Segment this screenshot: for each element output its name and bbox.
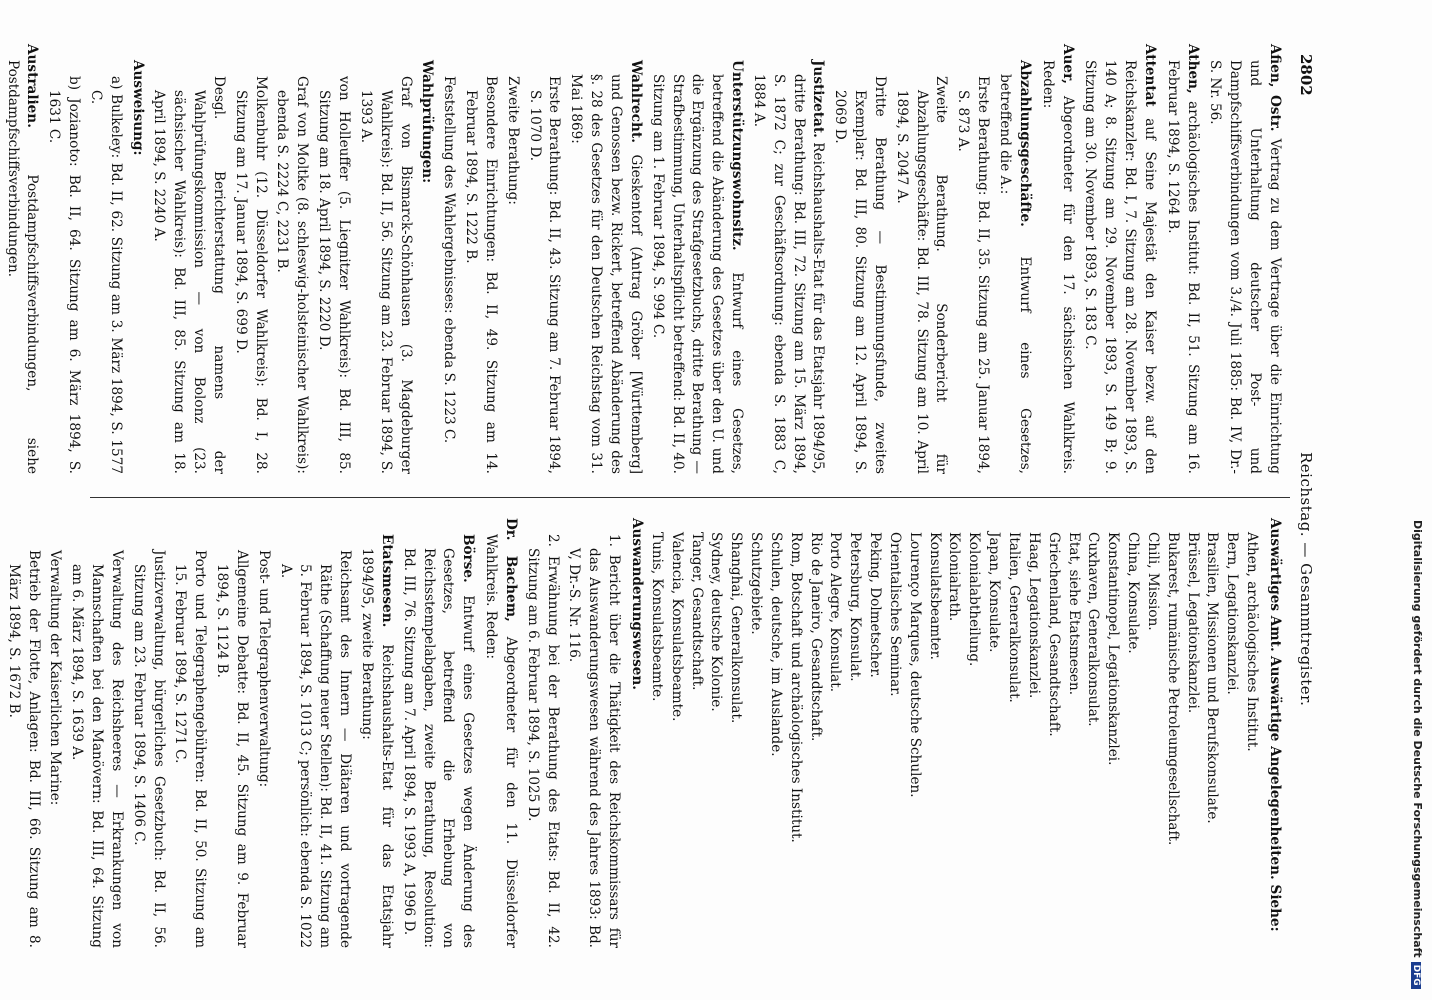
entry-text: Postdampfschiffsverbindungen, siehe Postdampfschiffsverbindungen. [4,60,41,475]
entry-text: Abgeordneter für den 11. Düsseldorfer Wahlkreis. Reden: [483,534,519,948]
entry-keyword: Auswanderungswesen. [629,518,645,690]
sub-sub-entry [0,518,1,948]
see-also-item: Chili, Mission. [1144,532,1161,631]
sub-sub-entry: Besondere Einrichtungen: Bd. II, 49. Sitzung am 14. Februar 1894, S. 1222 B. [463,76,499,474]
sub-heading: Etatsmesen. [378,534,395,628]
see-also-item: Schutzgebiete. [748,532,765,635]
see-also-item: Valencia, Konsulatsbeamte. [668,532,685,722]
see-also-item: Rom, Botschaft und archäologisches Institut. [787,532,804,843]
entry-keyword: Australien. [24,44,41,128]
sub-text: Reichshaushalts-Etat für das Etatsjahr 1894/95, zweite Berathung: [359,548,395,948]
sub-entry: 1. Bericht über die Thätigkeit des Reichskommissars für das Auswanderungswesen während des Jahres 1893: Bd. V, Dr.-S. Nr. 116. [566,534,623,948]
see-also-item: Peking, Dolmetscher. [867,532,884,678]
sub-sub-entry: Porto und Telegraphengebühren: Bd. II, 50. Sitzung am 15. Februar 1894, S. 1271 C. [172,550,209,948]
see-also-item: Petersburg, Konsulat. [847,532,864,682]
sub-sub-entry: a) Bulkeley: Bd. II, 62. Sitzung am 3. März 1894, S. 1577 C. [87,76,124,474]
sub-entry [647,44,746,474]
entry-keyword: Dr. Bachem, [502,518,519,622]
sub-entry [398,518,477,948]
sub-sub-entry: von Holleuffer (5. Liegnitzer Wahlkreis): Bd. III, 85. Sitzung am 18. April 1894, S. 2220 D. [316,76,353,474]
see-also-item: Kolonialrath. [946,532,963,622]
sub-heading: Justizetat. [810,60,827,138]
see-also-item: Shanghai, Generalkonsulat. [728,532,745,724]
sub-text: Entwurf eines Gesetzes, betreffend die A.: [997,74,1033,475]
running-header [1292,32,1318,982]
register-entry [1162,44,1202,474]
digitization-footer [1406,520,1424,990]
see-also-item: Bern, Legationskanzlei. [1224,532,1241,695]
entry-text: Vertrag zu dem Vertrage über die Einrichtung und Unterhaltung deutscher Post- und Dampfschiffsverbindungen vom 3./4. Juli 1885: Bd. IV, Dr.-S. Nr. 56. [1207,60,1283,475]
running-head-title: Reichstag. — Gesammtregister. [1297,452,1315,707]
sub-sub-entry: b) Jozianoto: Bd. II, 64. Sitzung am 6. März 1894, S. 1631 C. [46,76,83,474]
sub-heading: Börse. [460,534,477,583]
entry-text: archäologisches Institut: Bd. II, 51. Sitzung am 16. Februar 1894, S. 1264 B. [1164,60,1201,474]
see-also-item: Rio de Janeiro, Gesandtschaft. [807,532,824,742]
section-heading: Wahlprüfungen: [419,60,436,184]
entry-keyword: Afien, Ostr. [1267,44,1283,132]
sub-sub-entry: Erste Berathung: Bd. II, 35. Sitzung am 25. Januar 1894, S. 873 A. [955,76,992,474]
sub-sub-entry: Justizverwaltung, bürgerliches Gesetzbuch: Bd. II, 56. Sitzung am 23. Februar 1894, S. 1406 C. [130,550,167,948]
sub-heading: Abzahlungsgeschäfte. [1016,60,1033,227]
column-divider [90,497,1290,498]
see-also-item: Brasilien, Missionen und Berufskonsulate. [1204,532,1221,824]
see-also-item: Japan, Konsulate. [986,532,1003,653]
footer-credit: Digitalisierung gefördert durch die Deutsche Forschungsgemeinschaft [1411,520,1424,958]
see-also-item: Athen, archäologisches Institut. [1244,532,1261,752]
see-also-item: Schulen, deutsche, im Auslande. [767,532,784,757]
see-also-item: Konsulatsbeamter. [926,532,943,660]
entry-text: Abgeordneter für den 17. sächsischen Wahlkreis. Reden: [1039,60,1076,474]
register-entry [1205,44,1284,474]
register-entry [1080,44,1159,474]
register-entry [2,44,42,474]
sub-sub-entry: Dritte Berathung — Bestimmungsfunde, zweites Exemplar: Bd. III, 80. Sitzung am 12. April 1894, S. 2069 D. [832,76,888,474]
sub-sub-entry: Feststellung des Wahlergebnisses: ebenda S. 1223 C. [441,76,458,444]
sub-entry: 2. Erwähnung bei der Berathung des Etats: Bd. II, 42. Sitzung am 6. Februar 1894, S. 1025 D. [524,534,561,948]
sub-text: Gieskentorf (Antrag Gröber [Württemberg] und Genossen bezw. Rickert, betreffend Abänderung des §. 28 des Gesetzes für den Deutschen Reichstag vom 31. Mai 1869: [568,74,644,474]
see-also-item: Cuxhaven, Generalkonsulat. [1085,532,1102,727]
sub-text: Reichshaushalts-Etat für das Etatsjahr 1894/95, dritte Berathung: Bd. III, 72. Sitzung am 15. März 1894, S. 1872 C; zur Geschäftsordnung: ebenda S. 1883 C, 1884 A. [750,74,827,474]
sub-sub-entry: Verwaltung der Kaiserlichen Marine: [47,550,64,806]
rotated-register-page [4,32,1318,982]
see-also-item: Griechenland, Gesandtschaft. [1045,532,1062,737]
dfg-logo: DFG [1411,962,1421,989]
see-also-list [646,518,1261,948]
see-also-item: Haag, Legationskanzlei. [1025,532,1042,699]
sub-sub-entry: Verwaltung des Reichsheeres — Erkrankungen von Mannschaften bei den Manövern: Bd. III, 64. Sitzung am 6. März 1894, S. 1639 A. [69,550,125,948]
sub-sub-entry: Zweite Berathung: [504,76,521,205]
section-heading: Ausweisung: [129,60,146,156]
see-also-item: Brüssel, Legationskanzlei. [1184,532,1201,714]
register-entry [1037,44,1077,474]
see-also-item: Lourenço Marques, deutsche Schulen. [906,532,923,798]
entry-keyword: Auswärtiges Amt. [1267,518,1283,652]
see-also-item: Etat, siehe Etatsmesen. [1065,532,1082,696]
see-also-item: Konstantinopel, Legationskanzlei. [1105,532,1122,766]
sub-sub-entry: Desgl. Berichterstattung namens der Wahlprüfungskommission — von Bolonz (23. sächsischer Wahlkreis): Bd. III, 85. Sitzung am 18. April 1894, S. 2240 A. [151,76,227,474]
sub-sub-entry: Graf von Bismarck-Schönhausen (3. Magdeburger Wahlkreis): Bd. II, 56. Sitzung am 23. Februar 1894, S. 1393 A. [357,76,414,474]
entry-keyword: Auer, [1059,44,1076,84]
right-column [0,518,1284,948]
see-also-item: Orientalisches Seminar. [886,532,903,697]
entry-text: auf Seine Majestät den Kaiser bezw. auf den Reichskanzler: Bd. I, 7. Sitzung am 28. November 1893, S. 140 A; 8. Sitzung am 29. November 1893, S. 149 B; 9. Sitzung am 30. November 1893, S. 183 C. [1082,60,1158,474]
sub-text: Entwurf eines Gesetzes wegen Änderung des Gesetzes, betreffend die Erhebung von Reichsstempelabgaben, zweite Berathung, Resolution: Bd. III, 76. Sitzung am 7. April 1894, S. 1993 A, 1996 D. [400,548,477,948]
sub-sub-entry: Zweite Berathung. Sonderbericht für Abzahlungsgeschäfte: Bd. III, 78. Sitzung am 10. April 1894, S. 2047 A. [893,76,950,474]
see-also-item: Tunis, Konsulatsbeamte. [648,532,665,702]
page-number: 2802 [1297,54,1315,96]
entry-keyword: Athen, [1184,44,1201,94]
sub-heading: Wahlrecht. [627,60,644,143]
register-entry [626,518,646,948]
sub-sub-entry: Graf von Moltke (8. schleswig-holsteinischer Wahlkreis): ebenda S. 2224 C, 2231 B. [274,76,311,474]
sub-sub-entry: Reichsamt des Innern — Diätaren und vortragende Räthe (Schaffung neuer Stellen): Bd. II, 41. Sitzung am 5. Februar 1894, S. 1013 C; persönlich: ebenda S. 1022 A. [277,550,354,948]
sub-entry [565,44,644,474]
sub-sub-entry: Molkenbuhr (12. Düsseldorfer Wahlkreis): Bd. I, 28. Sitzung am 17. Januar 1894, S. 699 D. [232,76,269,474]
entry-keyword: Attentat [1141,44,1158,107]
sub-sub-entry: Betrieb der Flotte, Anlagen: Bd. III, 66. Sitzung am 8. März 1894, S. 1672 B. [5,550,42,948]
entry-text: Auswärtige Angelegenheiten. Siehe: [1267,656,1283,932]
see-also-item: Kolonialabtheilung. [966,532,983,667]
sub-entry [356,518,396,948]
sub-entry [994,44,1034,474]
see-also-item: Bukarest, rumänische Petroleumgesellschaft. [1164,532,1181,846]
sub-sub-entry: Allgemeine Debatte: Bd. II, 45. Sitzung am 9. Februar 1894, S. 1124 B. [214,550,250,948]
see-also-item: China, Konsulate. [1125,532,1142,654]
register-entry [1264,518,1284,948]
left-column [0,44,1284,474]
sub-text: Entwurf eines Gesetzes, betreffend die Abänderung des Gesetzes über den U. und die Ergänzung des Strafgesetzbuchs, dritte Berathung — Strafbestimmung, Unterhaltspflicht betreffend: Bd. II, 40. Sitzung am 1. Februar 1894, S. 994 C. [649,74,746,475]
sub-sub-entry: Erste Berathung: Bd. II, 43. Sitzung am 7. Februar 1894, S. 1070 D. [526,76,563,474]
see-also-item: Porto Alegre, Konsulat. [827,532,844,693]
sub-entry [748,44,827,474]
sub-heading: Unterstützungswohnsitz. [729,60,746,251]
see-also-item: Sydney, deutsche Kolonie. [708,532,725,712]
sub-sub-entry: Post- und Telegraphenverwaltung: [255,550,272,788]
see-also-item: Italien, Generalkonsulat. [1006,532,1023,703]
see-also-item: Tanger, Gesandtschaft. [688,532,705,691]
register-entry [480,518,520,948]
